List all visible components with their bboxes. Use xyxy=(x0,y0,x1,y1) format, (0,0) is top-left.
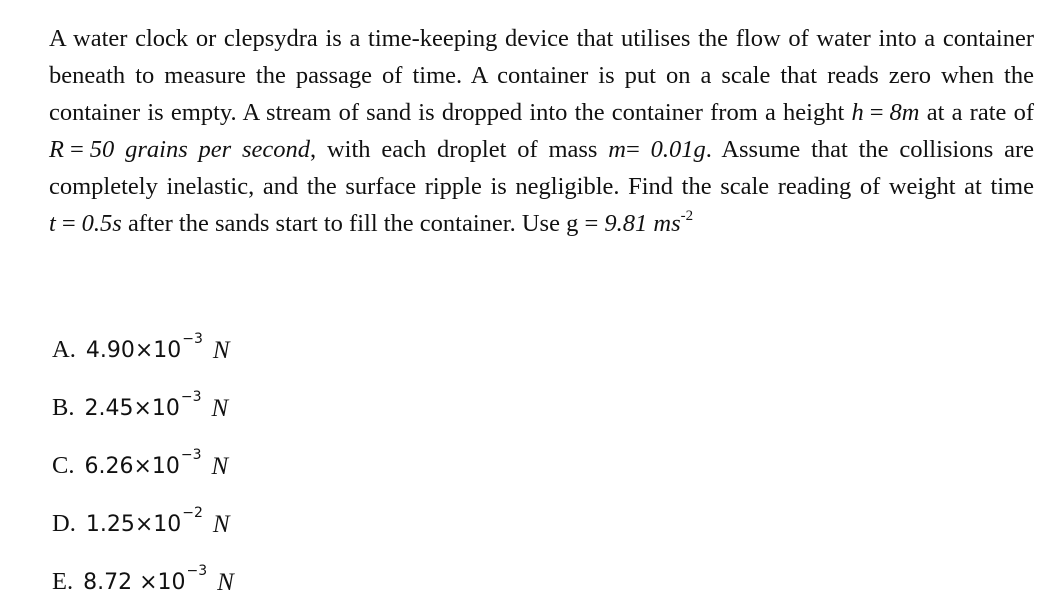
option-letter: B. xyxy=(52,394,75,421)
option-exponent: −3 xyxy=(186,563,208,579)
equals-sign: = xyxy=(61,210,76,237)
question-part-4: . Assume that the collisions are completely inelastic, and the surface ripple is negligible. Find the scale reading of weight at time xyxy=(49,136,1034,200)
option-unit: N xyxy=(212,337,230,364)
rate-variable: R xyxy=(49,136,64,163)
time-variable: t xyxy=(49,210,56,237)
question-part-3: , with each droplet of mass xyxy=(310,136,609,163)
option-b[interactable] xyxy=(52,376,234,434)
gravity-value: 9.81 ms xyxy=(604,210,681,237)
answer-options xyxy=(52,318,234,608)
question-part-5: after the sands start to fill the container. Use g xyxy=(121,210,585,237)
option-exponent: −3 xyxy=(180,389,202,405)
option-c[interactable] xyxy=(52,434,234,492)
question-part-2: at a rate of xyxy=(919,99,1034,126)
rate-value: 50 grains per second xyxy=(89,136,311,163)
question-text xyxy=(49,20,1034,242)
mass-variable: m xyxy=(608,136,626,163)
option-mantissa: 1.25×10 xyxy=(85,512,182,537)
gravity-exponent: -2 xyxy=(680,207,694,224)
option-unit: N xyxy=(211,453,229,480)
equals-sign: = xyxy=(69,136,84,163)
option-mantissa: 6.26×10 xyxy=(84,454,180,479)
option-unit: N xyxy=(217,569,234,596)
option-letter: E. xyxy=(52,568,74,595)
option-d[interactable] xyxy=(52,492,234,550)
height-value: 8m xyxy=(889,99,920,126)
mass-value: 0.01g xyxy=(650,136,706,163)
option-unit: N xyxy=(212,511,230,538)
time-value: 0.5s xyxy=(81,210,122,237)
option-mantissa: 8.72 ×10 xyxy=(83,570,186,595)
equals-sign: = xyxy=(625,136,640,163)
option-a[interactable] xyxy=(52,318,234,376)
option-letter: A. xyxy=(52,336,76,363)
option-letter: C. xyxy=(52,452,75,479)
option-mantissa: 2.45×10 xyxy=(84,396,180,421)
option-mantissa: 4.90×10 xyxy=(85,338,182,363)
equals-sign: = xyxy=(584,210,599,237)
question-part-1: A water clock or clepsydra is a time-keeping device that utilises the flow of water into a container beneath to measure the passage of time. A container is put on a scale that reads zero when the container is empty. A stream of sand is dropped into the container from a height xyxy=(49,25,1034,126)
option-letter: D. xyxy=(52,510,76,537)
height-variable: h xyxy=(851,99,864,126)
option-exponent: −2 xyxy=(182,505,203,521)
equals-sign: = xyxy=(869,99,884,126)
option-e[interactable] xyxy=(52,550,234,608)
option-unit: N xyxy=(211,395,229,422)
option-exponent: −3 xyxy=(180,447,202,463)
option-exponent: −3 xyxy=(182,331,203,347)
